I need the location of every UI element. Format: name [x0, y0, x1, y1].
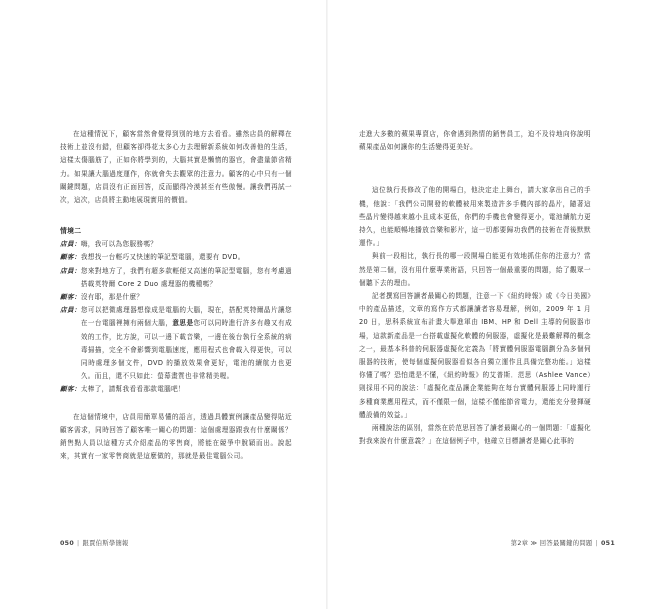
right-top-paragraph: 走進大多數的蘋果專賣店，你會遇到熱情的銷售員工，迫不及待地向你說明蘋果產品如何讓你的生活變得更美好。 [359, 130, 591, 152]
right-paragraph-1: 這位執行長修改了他的開場白，他決定走上舞台，請大家拿出自己的手機，他說：「我們公司開發的軟體被用來製造許多手機內部的晶片，隨著這些晶片變得越來越小且成本更低，你們的手機也會變得更小，電池續航力更持久，也能順暢地播放音樂和影片，這一切都要歸功我們的技術在背後默默運作。」 [359, 186, 591, 248]
utterance-part: 您可以同時進行許多有趣又有成效的工作，比方說，可以一邊下載音樂，一邊在後台執行全系統的病毒掃描，完全不會影響到電腦速度，應用程式也會載入得更快，可以同時處理多個文件，DVD 的播放效果會更好，電池的續航力也更久。而且，還不只如此：螢幕畫質也非常精美喔。 [80, 319, 292, 381]
utterance-part: 您可以把微處理器想像成是電腦的大腦，現在，搭配英特爾晶片讓您在一台電腦裡擁有兩個大腦， [80, 306, 292, 328]
left-page [0, 0, 327, 609]
chapter-label: 第2章 [510, 540, 529, 547]
dialogue-line [60, 304, 292, 383]
dialogue-line [60, 383, 292, 396]
speaker-label: 顧客： [60, 293, 81, 302]
scenario-heading: 情境二 [60, 227, 82, 236]
utterance: 您來對地方了，我們有超多款輕便又高速的筆記型電腦，您有考慮過搭載英特爾 Core 2 Duo 處理器的機種嗎？ [80, 266, 292, 288]
speaker-label: 顧客： [60, 385, 81, 394]
utterance: 太棒了，請幫我看看那款電腦吧！ [80, 385, 185, 394]
left-outro-paragraph: 在這個情境中，店員用簡單易懂的語言，透過具體實例讓產品變得貼近顧客需求，同時回答了顧客唯一關心的問題：這個處理器跟我有什麼關係？銷售點人員以這種方式介紹產品的零售商，將能在競爭中脫穎而出。說起來，其實有一家零售商就是這麼做的，那就是最佳電腦公司。 [60, 412, 292, 461]
right-paragraph-2: 與前一段相比，執行長的哪一段開場白能更有效地抓住你的注意力？當然是第二個，沒有用什麼專業術語，只回答一個最重要的問題，給了觀眾一個聽下去的理由。 [359, 252, 591, 287]
utterance [81, 304, 292, 383]
right-footer: 第2章 ≫ 回答最關鍵的問題 | 051 [510, 540, 615, 547]
dialogue-line [60, 265, 292, 291]
left-text-column [60, 128, 292, 463]
right-text-column [359, 128, 591, 448]
page-number: 050 [60, 540, 75, 547]
speaker-label: 店員： [60, 306, 81, 315]
dialogue-line [60, 238, 292, 251]
dialogue [60, 238, 292, 396]
page-number: 051 [600, 540, 615, 547]
left-intro-paragraph: 在這種情況下，顧客當然會覺得到別的地方去看看。雖然店員的解釋在技術上並沒有錯，但顧客卻得花太多心力去理解新系統如何改善他的生活，這樣太傷腦筋了，正如你將學到的，大腦其實是懶惰的器官，會盡量節省精力。如果讓大腦過度運作，你就會失去觀眾的注意力。顧客的心中只有一個關鍵問題，店員沒有正面回答，反而顯得冷漠甚至有些傲慢。讓我們再試一次，這次，店員將主動地展現實用的價值。 [60, 130, 292, 205]
right-paragraph-4: 兩種說法的區別，當然在於范思回答了讀者最關心的一個問題：「虛擬化對我來說有什麼意義？」在這個例子中，他確立目標讀者是關心此事的 [359, 424, 591, 446]
utterance: 沒有耶，那是什麼？ [80, 293, 144, 302]
utterance: 嗨，我可以為您服務嗎？ [80, 240, 158, 249]
utterance: 我想找一台輕巧又快速的筆記型電腦，還要有 DVD。 [80, 253, 245, 262]
dialogue-line [60, 291, 292, 304]
right-paragraph-3: 記者撰寫回答讀者最關心的問題，注意一下《紐約時報》或《今日美國》中的產品描述，文章的寫作方式都讓讀者容易理解，例如，2009 年 1 月 20 日，思科系統宣布計畫大舉進軍由 IBM、HP 和 Dell 主導的伺服器市場，這款新產品是一台搭載虛擬化軟體的伺服器，虛擬化是最難解釋的概念之一，最基本科普的伺服器虛擬化定義為「將實體伺服器電腦劃分為多個伺服器的技術，使每個虛擬伺服器看似各自獨立運作且具備完整功能。」這樣你懂了嗎？恐怕還是不懂，《紐約時報》的艾普斯．范思（Ashlee Vance）則採用不同的說法：「虛擬化產品讓企業能夠在每台實體伺服器上同時運行多種商業應用程式，而不僅限一個，這樣不僅能節省電力，還能充分發揮硬體設備的效益。」 [359, 292, 591, 419]
speaker-label: 店員： [60, 266, 81, 275]
chapter-title: 回答最關鍵的問題 [539, 540, 593, 547]
left-footer: 050 | 跟賈伯斯學簡報 [60, 540, 129, 547]
speaker-label: 店員： [60, 240, 81, 249]
right-page [327, 0, 655, 609]
book-title: 跟賈伯斯學簡報 [82, 540, 129, 547]
dialogue-line [60, 251, 292, 264]
speaker-label: 顧客： [60, 253, 81, 262]
chevron-double-right-icon: ≫ [530, 540, 538, 547]
emphasis: 意思是 [172, 319, 194, 328]
